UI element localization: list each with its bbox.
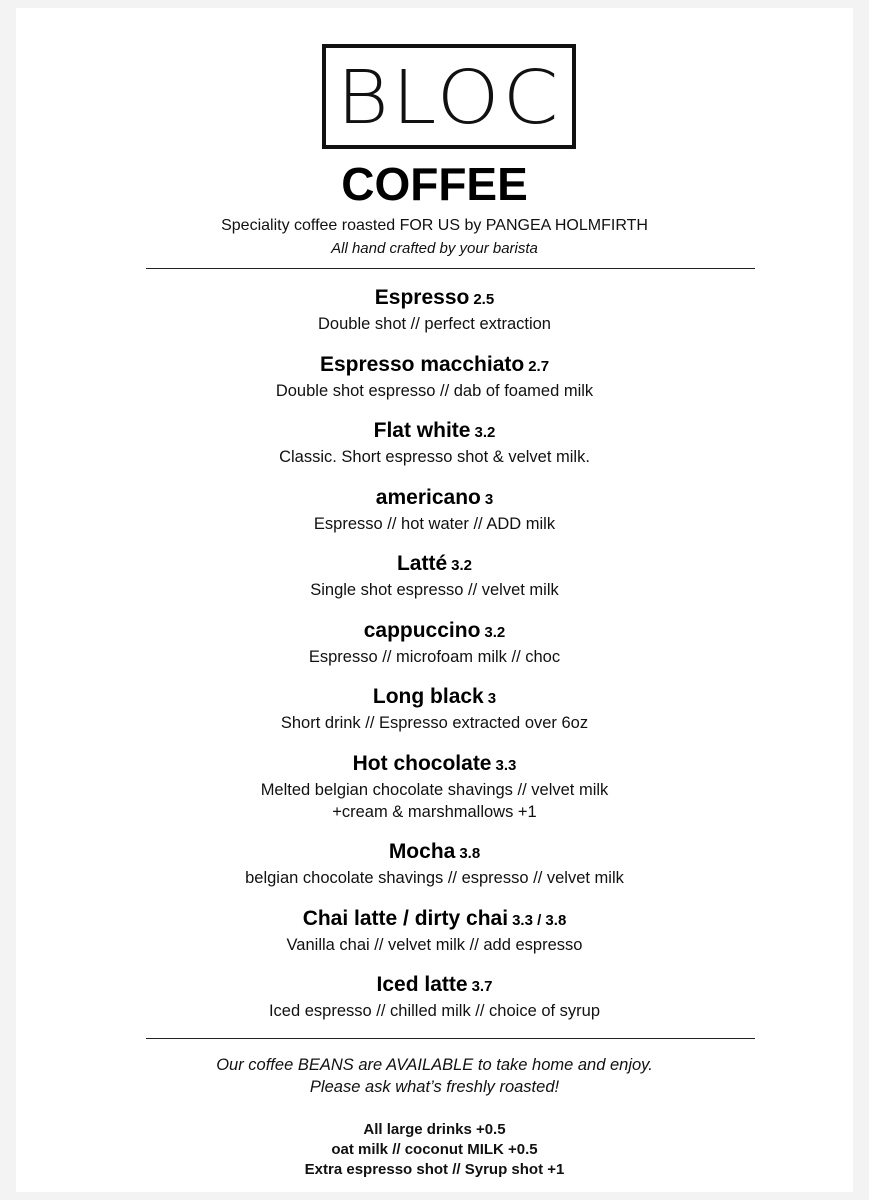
bloc-logo — [322, 44, 576, 149]
extras-list — [16, 1120, 853, 1180]
menu-item-price: 3.7 — [471, 978, 493, 995]
menu-item-price: 3.2 — [474, 424, 496, 441]
menu-item — [16, 284, 853, 335]
menu-item-description: Double shot // perfect extraction — [318, 315, 551, 333]
menu-item-heading — [16, 484, 853, 513]
bottom-divider — [146, 1038, 755, 1039]
menu-item — [16, 484, 853, 535]
menu-item-name: Chai latte / dirty chai — [302, 906, 509, 930]
drinks-menu — [16, 284, 853, 1038]
menu-item-price: 3.2 — [451, 557, 473, 574]
menu-item-price: 3 — [487, 690, 497, 707]
menu-item-heading — [16, 750, 853, 779]
extras-line-1: All large drinks +0.5 — [363, 1121, 506, 1138]
menu-item — [16, 617, 853, 668]
menu-item-name: Hot chocolate — [352, 751, 492, 775]
subtitle: Speciality coffee roasted FOR US by PANGEA HOLMFIRTH — [221, 217, 648, 234]
menu-item-name: Espresso macchiato — [319, 352, 525, 376]
menu-item-description: Iced espresso // chilled milk // choice of syrup — [268, 1002, 601, 1020]
extras-line-2: oat milk // coconut MILK +0.5 — [331, 1141, 538, 1158]
menu-item-description: +cream & marshmallows +1 — [332, 802, 537, 821]
menu-item-description: Espresso // microfoam milk // choc — [308, 647, 561, 666]
beans-note — [16, 1054, 853, 1098]
menu-item-name: Iced latte — [376, 973, 468, 996]
menu-item-price: 3.3 — [495, 756, 517, 774]
beans-note-line-2: Please ask what’s freshly roasted! — [309, 1078, 560, 1096]
menu-item-description: Espresso // hot water // ADD milk — [313, 514, 556, 533]
menu-item-name: Flat white — [373, 419, 471, 442]
tagline: All hand crafted by your barista — [331, 240, 538, 257]
menu-item-price: 2.7 — [528, 357, 550, 375]
menu-item — [16, 417, 853, 468]
menu-item-heading — [16, 550, 853, 579]
menu-item-heading — [16, 417, 853, 446]
menu-item — [16, 750, 853, 823]
menu-item — [16, 838, 853, 889]
menu-item-heading — [16, 905, 853, 934]
menu-item-description: Short drink // Espresso extracted over 6oz — [280, 714, 589, 732]
menu-item-heading — [16, 351, 853, 380]
menu-item-description: Double shot espresso // dab of foamed milk — [275, 381, 594, 400]
menu-item-description: Single shot espresso // velvet milk — [310, 581, 559, 599]
menu-item-heading — [16, 683, 853, 712]
menu-item-price: 3.8 — [459, 845, 481, 862]
menu-item — [16, 550, 853, 601]
menu-item-price: 3.3 / 3.8 — [512, 911, 567, 929]
menu-item-heading — [16, 971, 853, 1000]
menu-item-name: Espresso — [374, 286, 470, 309]
menu-item-name: cappuccino — [363, 618, 481, 642]
menu-item-description: Classic. Short espresso shot & velvet milk. — [279, 448, 590, 466]
menu-item — [16, 971, 853, 1022]
menu-item-heading — [16, 617, 853, 646]
menu-item-price: 2.5 — [473, 291, 495, 308]
page-title: COFFEE — [341, 158, 528, 210]
menu-item-price: 3 — [484, 490, 494, 508]
menu-item-name: Mocha — [388, 840, 456, 863]
menu-item-description: belgian chocolate shavings // espresso // velvet milk — [245, 869, 624, 887]
top-divider — [146, 268, 755, 269]
extras-line-3: Extra espresso shot // Syrup shot +1 — [304, 1161, 565, 1178]
menu-item-heading — [16, 838, 853, 867]
menu-item-description: Melted belgian chocolate shavings // velvet milk — [260, 780, 609, 799]
menu-item — [16, 905, 853, 956]
beans-note-line-1: Our coffee BEANS are AVAILABLE to take home and enjoy. — [216, 1056, 653, 1074]
menu-item-description: Vanilla chai // velvet milk // add espresso — [286, 935, 583, 954]
menu-item — [16, 351, 853, 402]
logo-text: BLOC — [336, 54, 562, 140]
menu-item-name: Long black — [372, 685, 484, 708]
menu-item-name: americano — [375, 485, 481, 509]
menu-item-heading — [16, 284, 853, 313]
menu-item-name: Latté — [396, 552, 448, 575]
menu-item-price: 3.2 — [484, 623, 506, 641]
menu-item — [16, 683, 853, 734]
